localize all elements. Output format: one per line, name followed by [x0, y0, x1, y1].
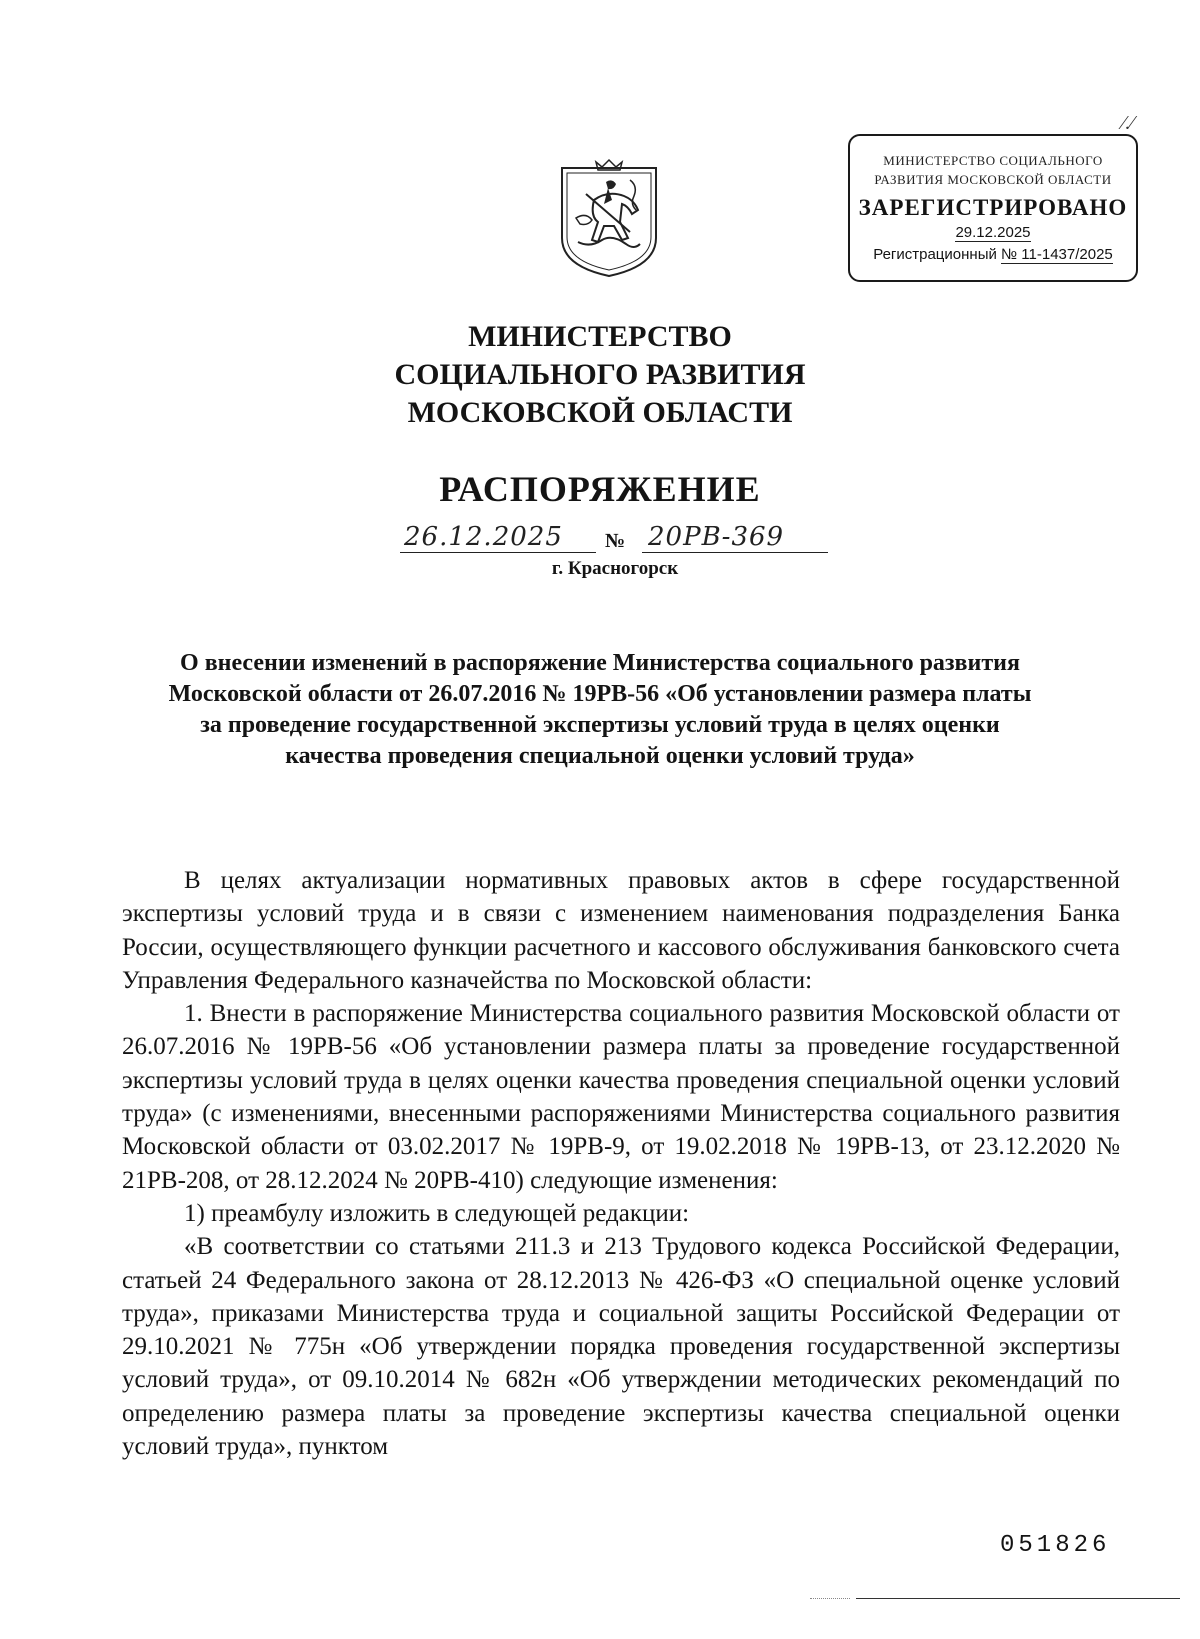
- body-paragraph-2: 1. Внести в распоряжение Министерства социального развития Московской области от 26.07.2016 № 19РВ-56 «Об установлении размера платы за проведение государственной экспертизы условий труда в целях оценки качества проведения специальной оценки условий труда» (с изменениями, внесенными распоряжениями Министерства социального развития Московской области от 03.02.2017 № 19РВ-9, от 19.02.2018 № 19РВ-13, от 23.12.2020 № 21РВ-208, от 28.12.2024 № 20РВ-410) следующие изменения:: [122, 1000, 1120, 1194]
- body-paragraph-1: В целях актуализации нормативных правовых актов в сфере государственной экспертизы условий труда и в связи с изменением наименования подразделения Банка России, осуществляющего функции расчетного и кассового обслуживания банковского счета Управления Федерального казначейства по Московской области:: [122, 867, 1120, 994]
- stamp-org-line2: РАЗВИТИЯ МОСКОВСКОЙ ОБЛАСТИ: [874, 172, 1112, 187]
- number-underline: [642, 552, 828, 553]
- title-line3: за проведение государственной экспертизы условий труда в целях оценки: [200, 712, 1000, 738]
- title-line1: О внесении изменений в распоряжение Министерства социального развития: [180, 650, 1020, 676]
- date-underline: [400, 552, 596, 553]
- stamp-registration-number: [850, 246, 1136, 263]
- title-line2: Московской области от 26.07.2016 № 19РВ-56 «Об установлении размера платы: [168, 681, 1032, 707]
- ministry-line2: СОЦИАЛЬНОГО РАЗВИТИЯ: [394, 358, 806, 391]
- body-paragraph-3: 1) преамбулу изложить в следующей редакции:: [184, 1199, 690, 1227]
- document-title: [110, 648, 1090, 772]
- document-type: РАСПОРЯЖЕНИЕ: [439, 469, 761, 509]
- city-label: г. Красногорск: [551, 558, 679, 579]
- bottom-line: [856, 1598, 1180, 1599]
- body-paragraph-4: «В соответствии со статьями 211.3 и 213 Трудового кодекса Российской Федерации, статьей 24 Федерального закона от 28.12.2013 № 426-ФЗ «О специальной оценке условий труда», приказами Министерства труда и социальной защиты Российской Федерации от 29.10.2021 № 775н «Об утверждении порядка проведения государственной экспертизы условий труда», от 09.10.2014 № 682н «Об утверждении методических рекомендаций по определению размера платы за проведение экспертизы качества специальной оценки условий труда», пунктом: [122, 1233, 1120, 1461]
- bottom-dotted-line: [810, 1598, 850, 1599]
- stamp-org-line1: МИНИСТЕРСТВО СОЦИАЛЬНОГО: [883, 153, 1103, 168]
- handwritten-date: 26.12.2025: [404, 522, 563, 552]
- corner-mark: ⁄.⁄: [1122, 112, 1134, 134]
- handwritten-number: 20РВ-369: [648, 522, 785, 552]
- stamp-date-value: 29.12.2025: [955, 224, 1031, 241]
- stamp-number-label: Регистрационный: [873, 246, 997, 263]
- stamp-organization: [850, 151, 1136, 189]
- page-code: 051826: [1000, 1532, 1111, 1559]
- document-body: [122, 864, 1120, 1463]
- ministry-line3: МОСКОВСКОЙ ОБЛАСТИ: [407, 396, 793, 429]
- stamp-date: [850, 224, 1136, 241]
- ministry-heading: [0, 318, 1200, 432]
- registration-stamp: [848, 134, 1138, 282]
- title-line4: качества проведения специальной оценки условий труда»: [285, 743, 915, 769]
- stamp-registered-label: ЗАРЕГИСТРИРОВАНО: [858, 195, 1128, 220]
- number-sign: №: [605, 530, 626, 552]
- stamp-number-value: № 11-1437/2025: [1001, 246, 1113, 263]
- coat-of-arms-emblem: [556, 158, 662, 280]
- ministry-line1: МИНИСТЕРСТВО: [468, 320, 732, 353]
